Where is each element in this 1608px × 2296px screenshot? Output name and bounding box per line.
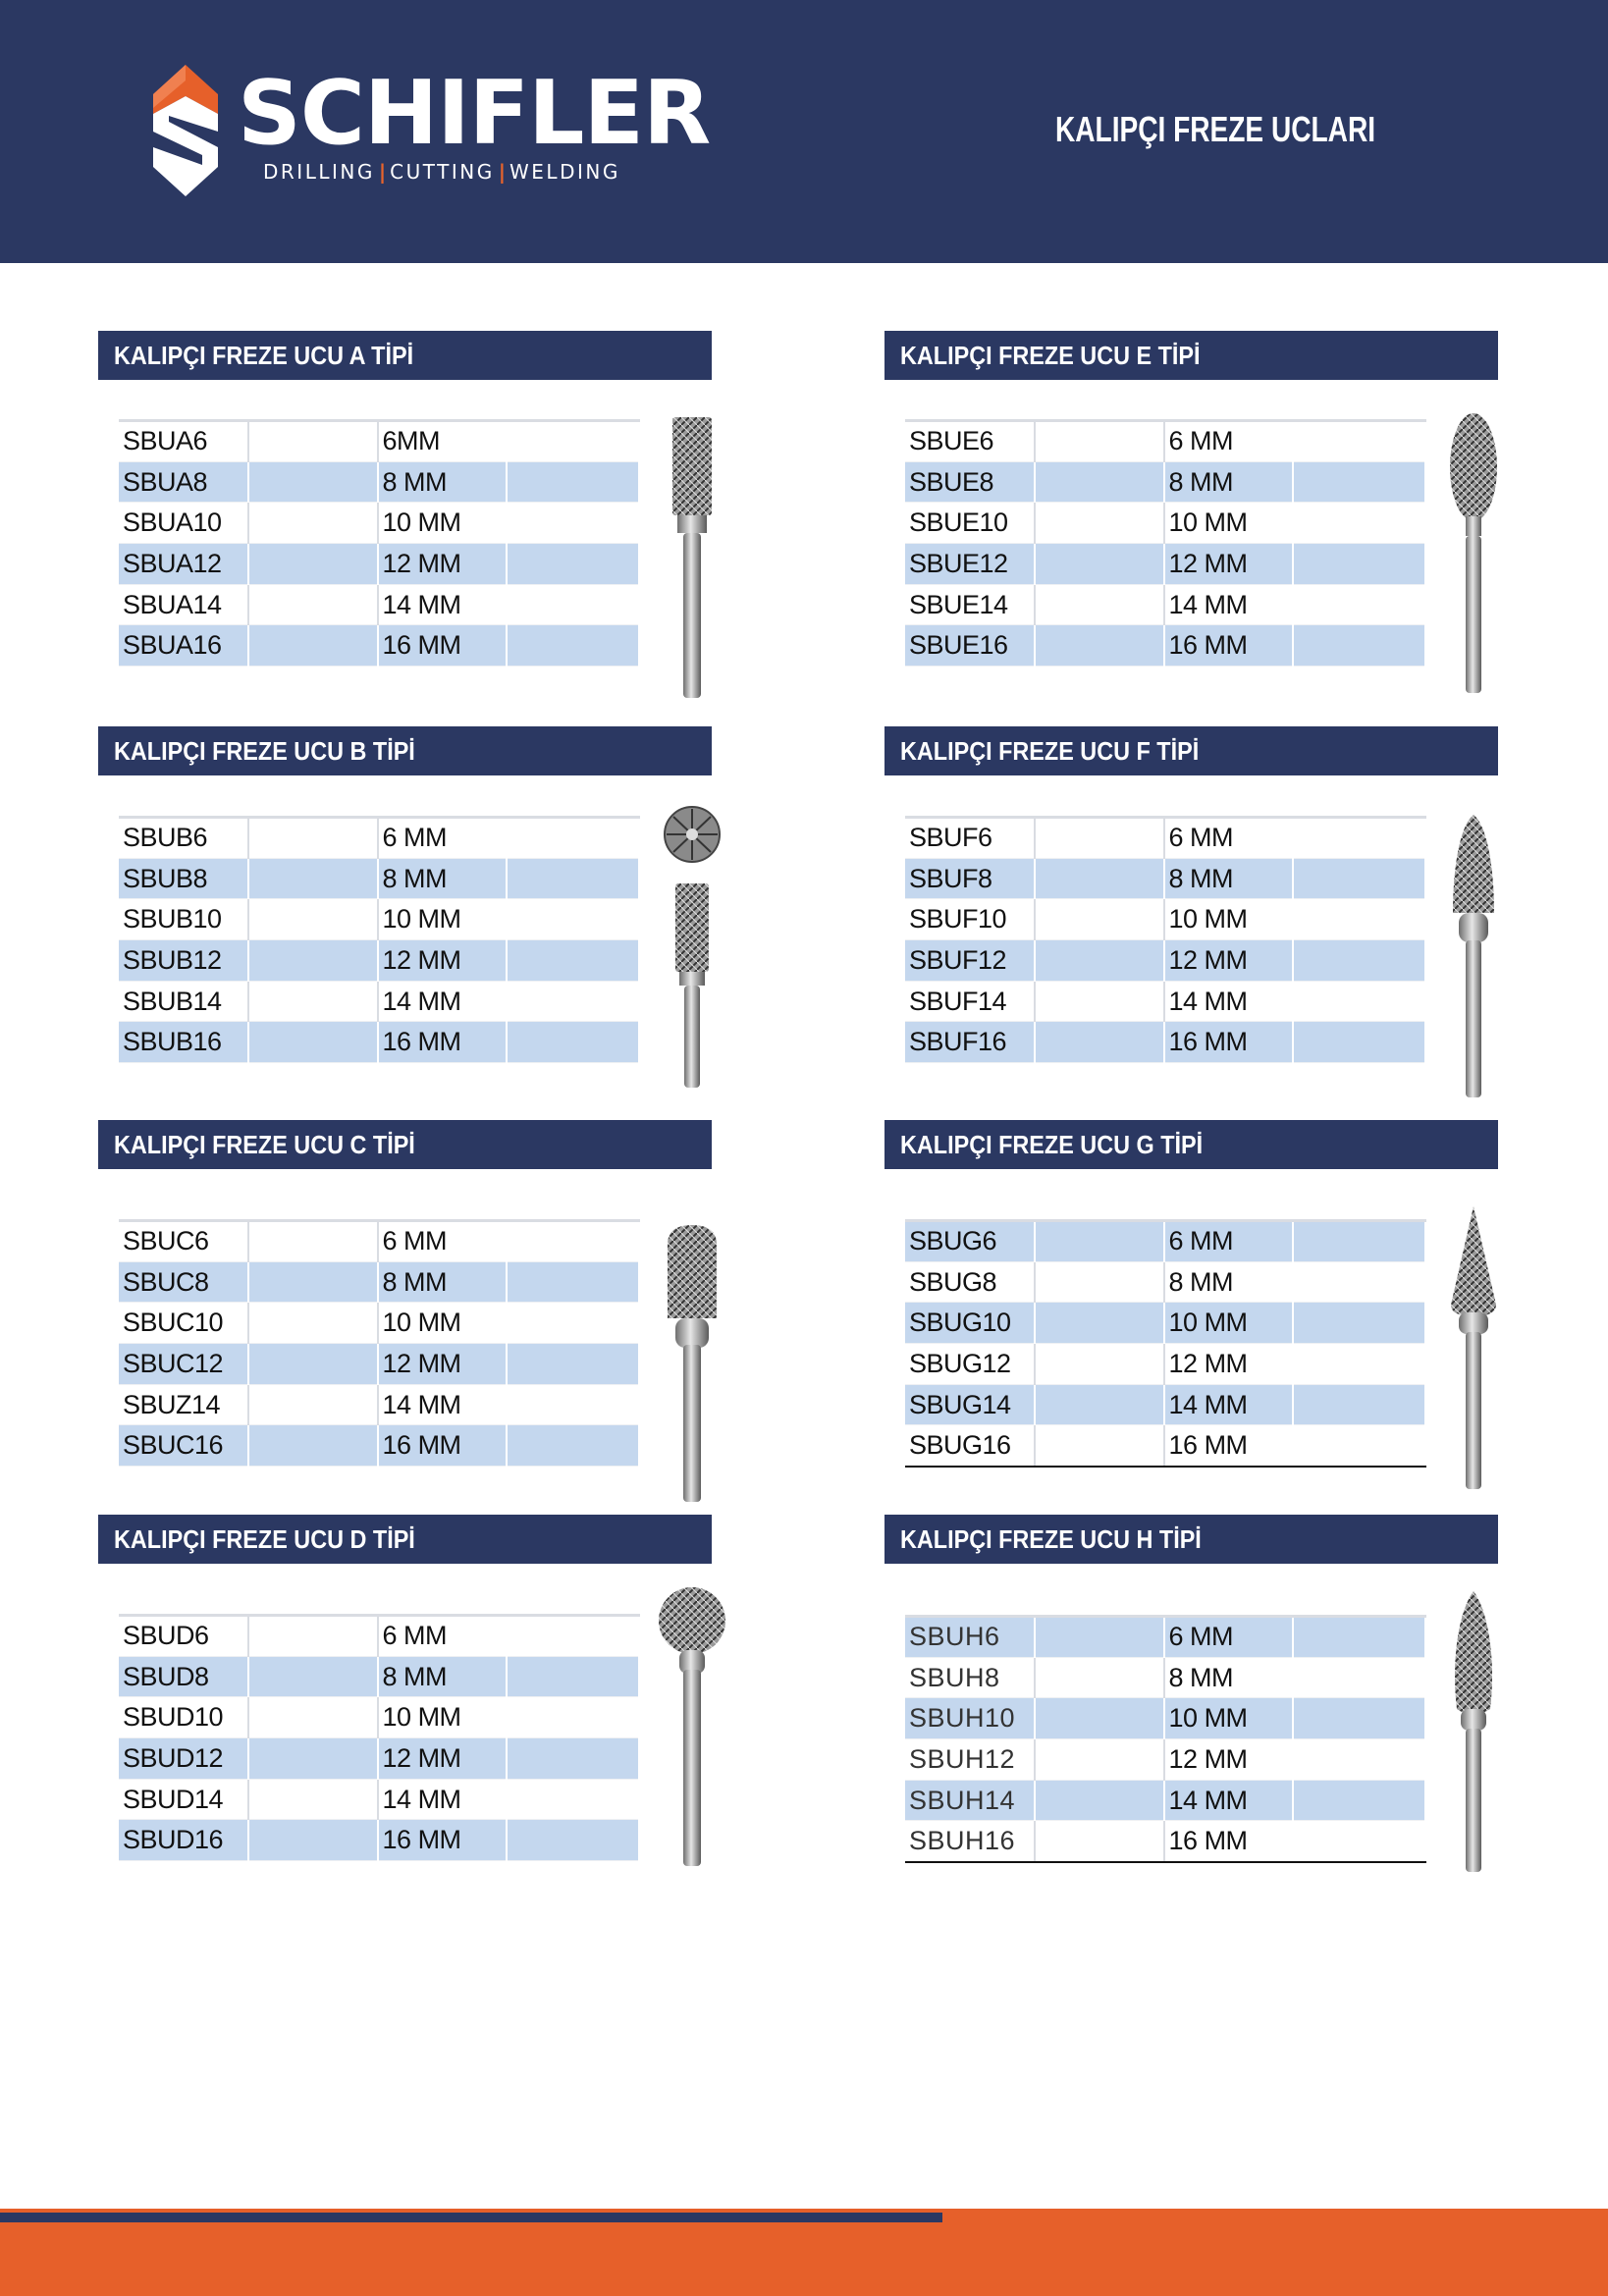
table-cell: SBUA8 <box>119 461 248 503</box>
table-cell: 14 MM <box>1164 981 1294 1022</box>
empty-cell <box>1035 1698 1164 1739</box>
table-row <box>905 503 1425 544</box>
empty-cell <box>1293 625 1425 667</box>
table-cell: SBUE10 <box>905 503 1035 544</box>
empty-cell <box>248 544 378 585</box>
table-row <box>905 1698 1425 1739</box>
table-row <box>905 461 1425 503</box>
section-type-b <box>98 726 712 1119</box>
empty-cell <box>507 625 639 667</box>
empty-cell <box>1035 1221 1164 1262</box>
empty-cell <box>248 818 378 859</box>
table-cell: 14 MM <box>378 1384 508 1425</box>
empty-cell <box>248 503 378 544</box>
table-cell: SBUB6 <box>119 818 248 859</box>
table-cell: SBUF10 <box>905 899 1035 940</box>
tagline-separator: | <box>378 160 387 184</box>
empty-cell <box>1035 421 1164 462</box>
table-cell: 10 MM <box>378 503 508 544</box>
table-cell: 6 MM <box>378 1616 508 1657</box>
empty-cell <box>1035 1657 1164 1698</box>
empty-cell <box>248 1425 378 1467</box>
empty-cell <box>1035 1739 1164 1781</box>
empty-cell <box>248 1820 378 1861</box>
table-row <box>905 940 1425 982</box>
table-cell: SBUF6 <box>905 818 1035 859</box>
table-row <box>119 818 639 859</box>
empty-cell <box>1293 1344 1425 1385</box>
table-cell: 16 MM <box>378 1425 508 1467</box>
table-cell: 16 MM <box>378 625 508 667</box>
empty-cell <box>1293 421 1425 462</box>
table-cell: SBUC10 <box>119 1303 248 1344</box>
product-table <box>119 816 640 1063</box>
table-row <box>905 421 1425 462</box>
empty-cell <box>507 1384 639 1425</box>
empty-cell <box>507 940 639 982</box>
table-row <box>905 1780 1425 1821</box>
table-cell: 10 MM <box>1164 1303 1294 1344</box>
table-cell: 16 MM <box>378 1820 508 1861</box>
section-type-e <box>884 331 1498 723</box>
table-row <box>119 1384 639 1425</box>
table-row <box>905 1221 1425 1262</box>
empty-cell <box>248 981 378 1022</box>
empty-cell <box>507 503 639 544</box>
section-type-c <box>98 1120 712 1513</box>
product-table <box>119 1219 640 1467</box>
empty-cell <box>1035 625 1164 667</box>
ball-burr-icon <box>658 1585 726 1870</box>
table-cell: 12 MM <box>378 940 508 982</box>
table-cell: SBUE6 <box>905 421 1035 462</box>
empty-cell <box>248 1656 378 1697</box>
table-cell: 6 MM <box>1164 1617 1294 1658</box>
section-heading: KALIPÇI FREZE UCU A TİPİ <box>98 331 712 380</box>
table-row <box>119 421 639 462</box>
table-cell: SBUH8 <box>905 1657 1035 1698</box>
table-cell: SBUD12 <box>119 1738 248 1780</box>
table-cell: SBUE12 <box>905 544 1035 585</box>
section-heading: KALIPÇI FREZE UCU D TİPİ <box>98 1515 712 1564</box>
table-row <box>905 1384 1425 1425</box>
empty-cell <box>1035 461 1164 503</box>
table-row <box>905 1617 1425 1658</box>
table-row <box>905 584 1425 625</box>
empty-cell <box>1293 940 1425 982</box>
table-cell: 16 MM <box>1164 1022 1294 1063</box>
table-row <box>119 1616 639 1657</box>
table-cell: SBUF14 <box>905 981 1035 1022</box>
product-table <box>119 1614 640 1861</box>
empty-cell <box>1035 1617 1164 1658</box>
table-row <box>905 1821 1425 1862</box>
table-cell: 10 MM <box>1164 503 1294 544</box>
table-cell: 6 MM <box>378 1221 508 1262</box>
table-row <box>119 461 639 503</box>
empty-cell <box>507 584 639 625</box>
table-cell: 8 MM <box>1164 1261 1294 1303</box>
cylinder-end-cut-burr-icon <box>658 805 726 1090</box>
table-cell: SBUD10 <box>119 1697 248 1738</box>
table-cell: SBUC16 <box>119 1425 248 1467</box>
table-cell: SBUF16 <box>905 1022 1035 1063</box>
footer-navy-stripe <box>0 2213 942 2222</box>
empty-cell <box>507 1261 639 1303</box>
empty-cell <box>1293 1617 1425 1658</box>
empty-cell <box>1035 544 1164 585</box>
empty-cell <box>1035 858 1164 899</box>
page-header <box>0 0 1608 263</box>
empty-cell <box>507 461 639 503</box>
empty-cell <box>507 1779 639 1820</box>
empty-cell <box>1035 1780 1164 1821</box>
oval-burr-icon <box>1439 413 1508 698</box>
empty-cell <box>507 544 639 585</box>
tagline-separator: | <box>498 160 507 184</box>
empty-cell <box>507 1820 639 1861</box>
table-cell: SBUD6 <box>119 1616 248 1657</box>
table-cell: 12 MM <box>378 1344 508 1385</box>
product-table <box>905 1615 1426 1863</box>
empty-cell <box>1035 940 1164 982</box>
table-cell: 14 MM <box>1164 1384 1294 1425</box>
empty-cell <box>248 940 378 982</box>
product-table <box>905 419 1426 667</box>
table-row <box>119 1779 639 1820</box>
empty-cell <box>248 1022 378 1063</box>
empty-cell <box>1035 899 1164 940</box>
table-cell: SBUF12 <box>905 940 1035 982</box>
table-cell: SBUG8 <box>905 1261 1035 1303</box>
table-row <box>905 1739 1425 1781</box>
table-row <box>119 503 639 544</box>
product-table <box>905 816 1426 1063</box>
empty-cell <box>507 858 639 899</box>
table-row <box>905 625 1425 667</box>
table-cell: SBUF8 <box>905 858 1035 899</box>
table-cell: 12 MM <box>1164 1739 1294 1781</box>
table-row <box>119 1738 639 1780</box>
empty-cell <box>1293 1221 1425 1262</box>
empty-cell <box>1293 899 1425 940</box>
empty-cell <box>507 1221 639 1262</box>
table-cell: 8 MM <box>1164 1657 1294 1698</box>
section-heading: KALIPÇI FREZE UCU B TİPİ <box>98 726 712 775</box>
table-row <box>119 584 639 625</box>
table-cell: SBUA6 <box>119 421 248 462</box>
table-cell: 8 MM <box>1164 858 1294 899</box>
table-cell: SBUG16 <box>905 1425 1035 1467</box>
table-cell: 8 MM <box>1164 461 1294 503</box>
tagline-welding: WELDING <box>509 160 620 184</box>
empty-cell <box>1293 503 1425 544</box>
table-cell: 6 MM <box>1164 421 1294 462</box>
table-cell: SBUD14 <box>119 1779 248 1820</box>
section-type-h <box>884 1515 1498 1907</box>
table-cell: 10 MM <box>378 1697 508 1738</box>
empty-cell <box>1293 1425 1425 1467</box>
empty-cell <box>1293 1384 1425 1425</box>
s-logo-icon <box>147 57 224 204</box>
table-cell: SBUE8 <box>905 461 1035 503</box>
empty-cell <box>248 1384 378 1425</box>
empty-cell <box>507 421 639 462</box>
table-row <box>119 981 639 1022</box>
table-row <box>119 1303 639 1344</box>
table-cell: 6 MM <box>1164 1221 1294 1262</box>
table-cell: SBUB16 <box>119 1022 248 1063</box>
table-cell: SBUC8 <box>119 1261 248 1303</box>
empty-cell <box>507 1344 639 1385</box>
empty-cell <box>248 1261 378 1303</box>
empty-cell <box>1293 1303 1425 1344</box>
table-cell: 12 MM <box>1164 940 1294 982</box>
table-cell: 8 MM <box>378 858 508 899</box>
table-cell: SBUD16 <box>119 1820 248 1861</box>
table-row <box>119 1697 639 1738</box>
table-row <box>905 1657 1425 1698</box>
empty-cell <box>1035 1344 1164 1385</box>
empty-cell <box>507 899 639 940</box>
empty-cell <box>1293 981 1425 1022</box>
table-cell: 16 MM <box>1164 1425 1294 1467</box>
section-type-g <box>884 1120 1498 1513</box>
table-row <box>119 625 639 667</box>
empty-cell <box>1293 584 1425 625</box>
table-cell: 12 MM <box>378 1738 508 1780</box>
table-cell: 12 MM <box>1164 544 1294 585</box>
table-row <box>905 858 1425 899</box>
table-row <box>905 544 1425 585</box>
empty-cell <box>248 421 378 462</box>
table-cell: 6 MM <box>1164 818 1294 859</box>
table-cell: 10 MM <box>378 899 508 940</box>
empty-cell <box>1293 461 1425 503</box>
table-row <box>119 899 639 940</box>
table-cell: 14 MM <box>378 981 508 1022</box>
empty-cell <box>1293 1657 1425 1698</box>
table-row <box>905 899 1425 940</box>
section-heading: KALIPÇI FREZE UCU H TİPİ <box>884 1515 1498 1564</box>
empty-cell <box>248 1221 378 1262</box>
table-cell: 16 MM <box>1164 1821 1294 1862</box>
brand-logo <box>147 57 711 204</box>
section-heading: KALIPÇI FREZE UCU C TİPİ <box>98 1120 712 1169</box>
table-cell: 6 MM <box>378 818 508 859</box>
empty-cell <box>1035 1261 1164 1303</box>
table-cell: SBUH6 <box>905 1617 1035 1658</box>
section-heading: KALIPÇI FREZE UCU G TİPİ <box>884 1120 1498 1169</box>
brand-name: SCHIFLER <box>238 62 711 165</box>
cylinder-radius-burr-icon <box>658 1225 726 1510</box>
empty-cell <box>248 1697 378 1738</box>
table-cell: SBUH14 <box>905 1780 1035 1821</box>
empty-cell <box>248 1303 378 1344</box>
table-cell: SBUG12 <box>905 1344 1035 1385</box>
table-cell: 14 MM <box>1164 1780 1294 1821</box>
table-cell: 14 MM <box>1164 584 1294 625</box>
empty-cell <box>507 1303 639 1344</box>
empty-cell <box>248 1344 378 1385</box>
empty-cell <box>1293 1739 1425 1781</box>
table-cell: SBUB10 <box>119 899 248 940</box>
product-table <box>905 1219 1426 1468</box>
empty-cell <box>1035 818 1164 859</box>
table-cell: SBUC6 <box>119 1221 248 1262</box>
table-cell: SBUA14 <box>119 584 248 625</box>
empty-cell <box>507 1022 639 1063</box>
table-row <box>119 1221 639 1262</box>
table-cell: 8 MM <box>378 1261 508 1303</box>
table-row <box>905 1344 1425 1385</box>
table-cell: 10 MM <box>378 1303 508 1344</box>
empty-cell <box>507 1738 639 1780</box>
section-heading: KALIPÇI FREZE UCU F TİPİ <box>884 726 1498 775</box>
empty-cell <box>507 1697 639 1738</box>
brand-tagline <box>263 159 620 185</box>
empty-cell <box>1293 1780 1425 1821</box>
table-cell: SBUH10 <box>905 1698 1035 1739</box>
table-cell: 8 MM <box>378 1656 508 1697</box>
empty-cell <box>248 1616 378 1657</box>
table-row <box>119 940 639 982</box>
table-cell: SBUA10 <box>119 503 248 544</box>
table-cell: SBUC12 <box>119 1344 248 1385</box>
empty-cell <box>248 625 378 667</box>
table-cell: SBUB8 <box>119 858 248 899</box>
table-row <box>119 1820 639 1861</box>
table-cell: 8 MM <box>378 461 508 503</box>
empty-cell <box>507 1656 639 1697</box>
table-row <box>119 1261 639 1303</box>
empty-cell <box>1035 503 1164 544</box>
empty-cell <box>1293 1261 1425 1303</box>
empty-cell <box>248 1738 378 1780</box>
table-cell: 16 MM <box>1164 625 1294 667</box>
table-cell: SBUE16 <box>905 625 1035 667</box>
table-cell: 10 MM <box>1164 1698 1294 1739</box>
product-table <box>119 419 640 667</box>
pointed-tree-burr-icon <box>1439 1206 1508 1491</box>
page-title: KALIPÇI FREZE UCLARI <box>1055 109 1376 149</box>
table-cell: 10 MM <box>1164 899 1294 940</box>
empty-cell <box>248 858 378 899</box>
table-row <box>905 1261 1425 1303</box>
empty-cell <box>1035 1022 1164 1063</box>
table-cell: 12 MM <box>378 544 508 585</box>
table-row <box>119 858 639 899</box>
empty-cell <box>507 981 639 1022</box>
table-cell: SBUB12 <box>119 940 248 982</box>
table-cell: SBUZ14 <box>119 1384 248 1425</box>
table-cell: SBUB14 <box>119 981 248 1022</box>
table-cell: SBUD8 <box>119 1656 248 1697</box>
table-cell: SBUA16 <box>119 625 248 667</box>
table-cell: SBUE14 <box>905 584 1035 625</box>
table-cell: SBUG6 <box>905 1221 1035 1262</box>
table-cell: 14 MM <box>378 584 508 625</box>
table-row <box>119 1344 639 1385</box>
table-cell: SBUG14 <box>905 1384 1035 1425</box>
table-cell: 14 MM <box>378 1779 508 1820</box>
table-row <box>905 818 1425 859</box>
empty-cell <box>248 899 378 940</box>
empty-cell <box>248 461 378 503</box>
table-cell: SBUH16 <box>905 1821 1035 1862</box>
table-row <box>905 1022 1425 1063</box>
empty-cell <box>1035 584 1164 625</box>
empty-cell <box>507 1616 639 1657</box>
empty-cell <box>1293 818 1425 859</box>
table-cell: SBUG10 <box>905 1303 1035 1344</box>
section-type-a <box>98 331 712 723</box>
table-row <box>905 1303 1425 1344</box>
empty-cell <box>1293 544 1425 585</box>
empty-cell <box>1035 1303 1164 1344</box>
table-cell: SBUA12 <box>119 544 248 585</box>
section-type-d <box>98 1515 712 1907</box>
empty-cell <box>1035 1384 1164 1425</box>
cylinder-burr-icon <box>658 417 726 702</box>
table-row <box>905 981 1425 1022</box>
section-type-f <box>884 726 1498 1119</box>
empty-cell <box>1293 1022 1425 1063</box>
empty-cell <box>507 818 639 859</box>
table-row <box>119 1022 639 1063</box>
table-row <box>119 544 639 585</box>
empty-cell <box>248 1779 378 1820</box>
table-row <box>905 1425 1425 1467</box>
table-cell: 16 MM <box>378 1022 508 1063</box>
empty-cell <box>1293 858 1425 899</box>
empty-cell <box>1035 1425 1164 1467</box>
tree-radius-burr-icon <box>1439 815 1508 1099</box>
tagline-cutting: CUTTING <box>390 160 495 184</box>
table-cell: 6MM <box>378 421 508 462</box>
empty-cell <box>248 584 378 625</box>
table-cell: SBUH12 <box>905 1739 1035 1781</box>
empty-cell <box>1293 1698 1425 1739</box>
table-row <box>119 1425 639 1467</box>
empty-cell <box>507 1425 639 1467</box>
table-row <box>119 1656 639 1697</box>
section-heading: KALIPÇI FREZE UCU E TİPİ <box>884 331 1498 380</box>
table-cell: 12 MM <box>1164 1344 1294 1385</box>
empty-cell <box>1035 981 1164 1022</box>
empty-cell <box>1293 1821 1425 1862</box>
empty-cell <box>1035 1821 1164 1862</box>
tagline-drilling: DRILLING <box>263 160 375 184</box>
flame-burr-icon <box>1439 1591 1508 1876</box>
